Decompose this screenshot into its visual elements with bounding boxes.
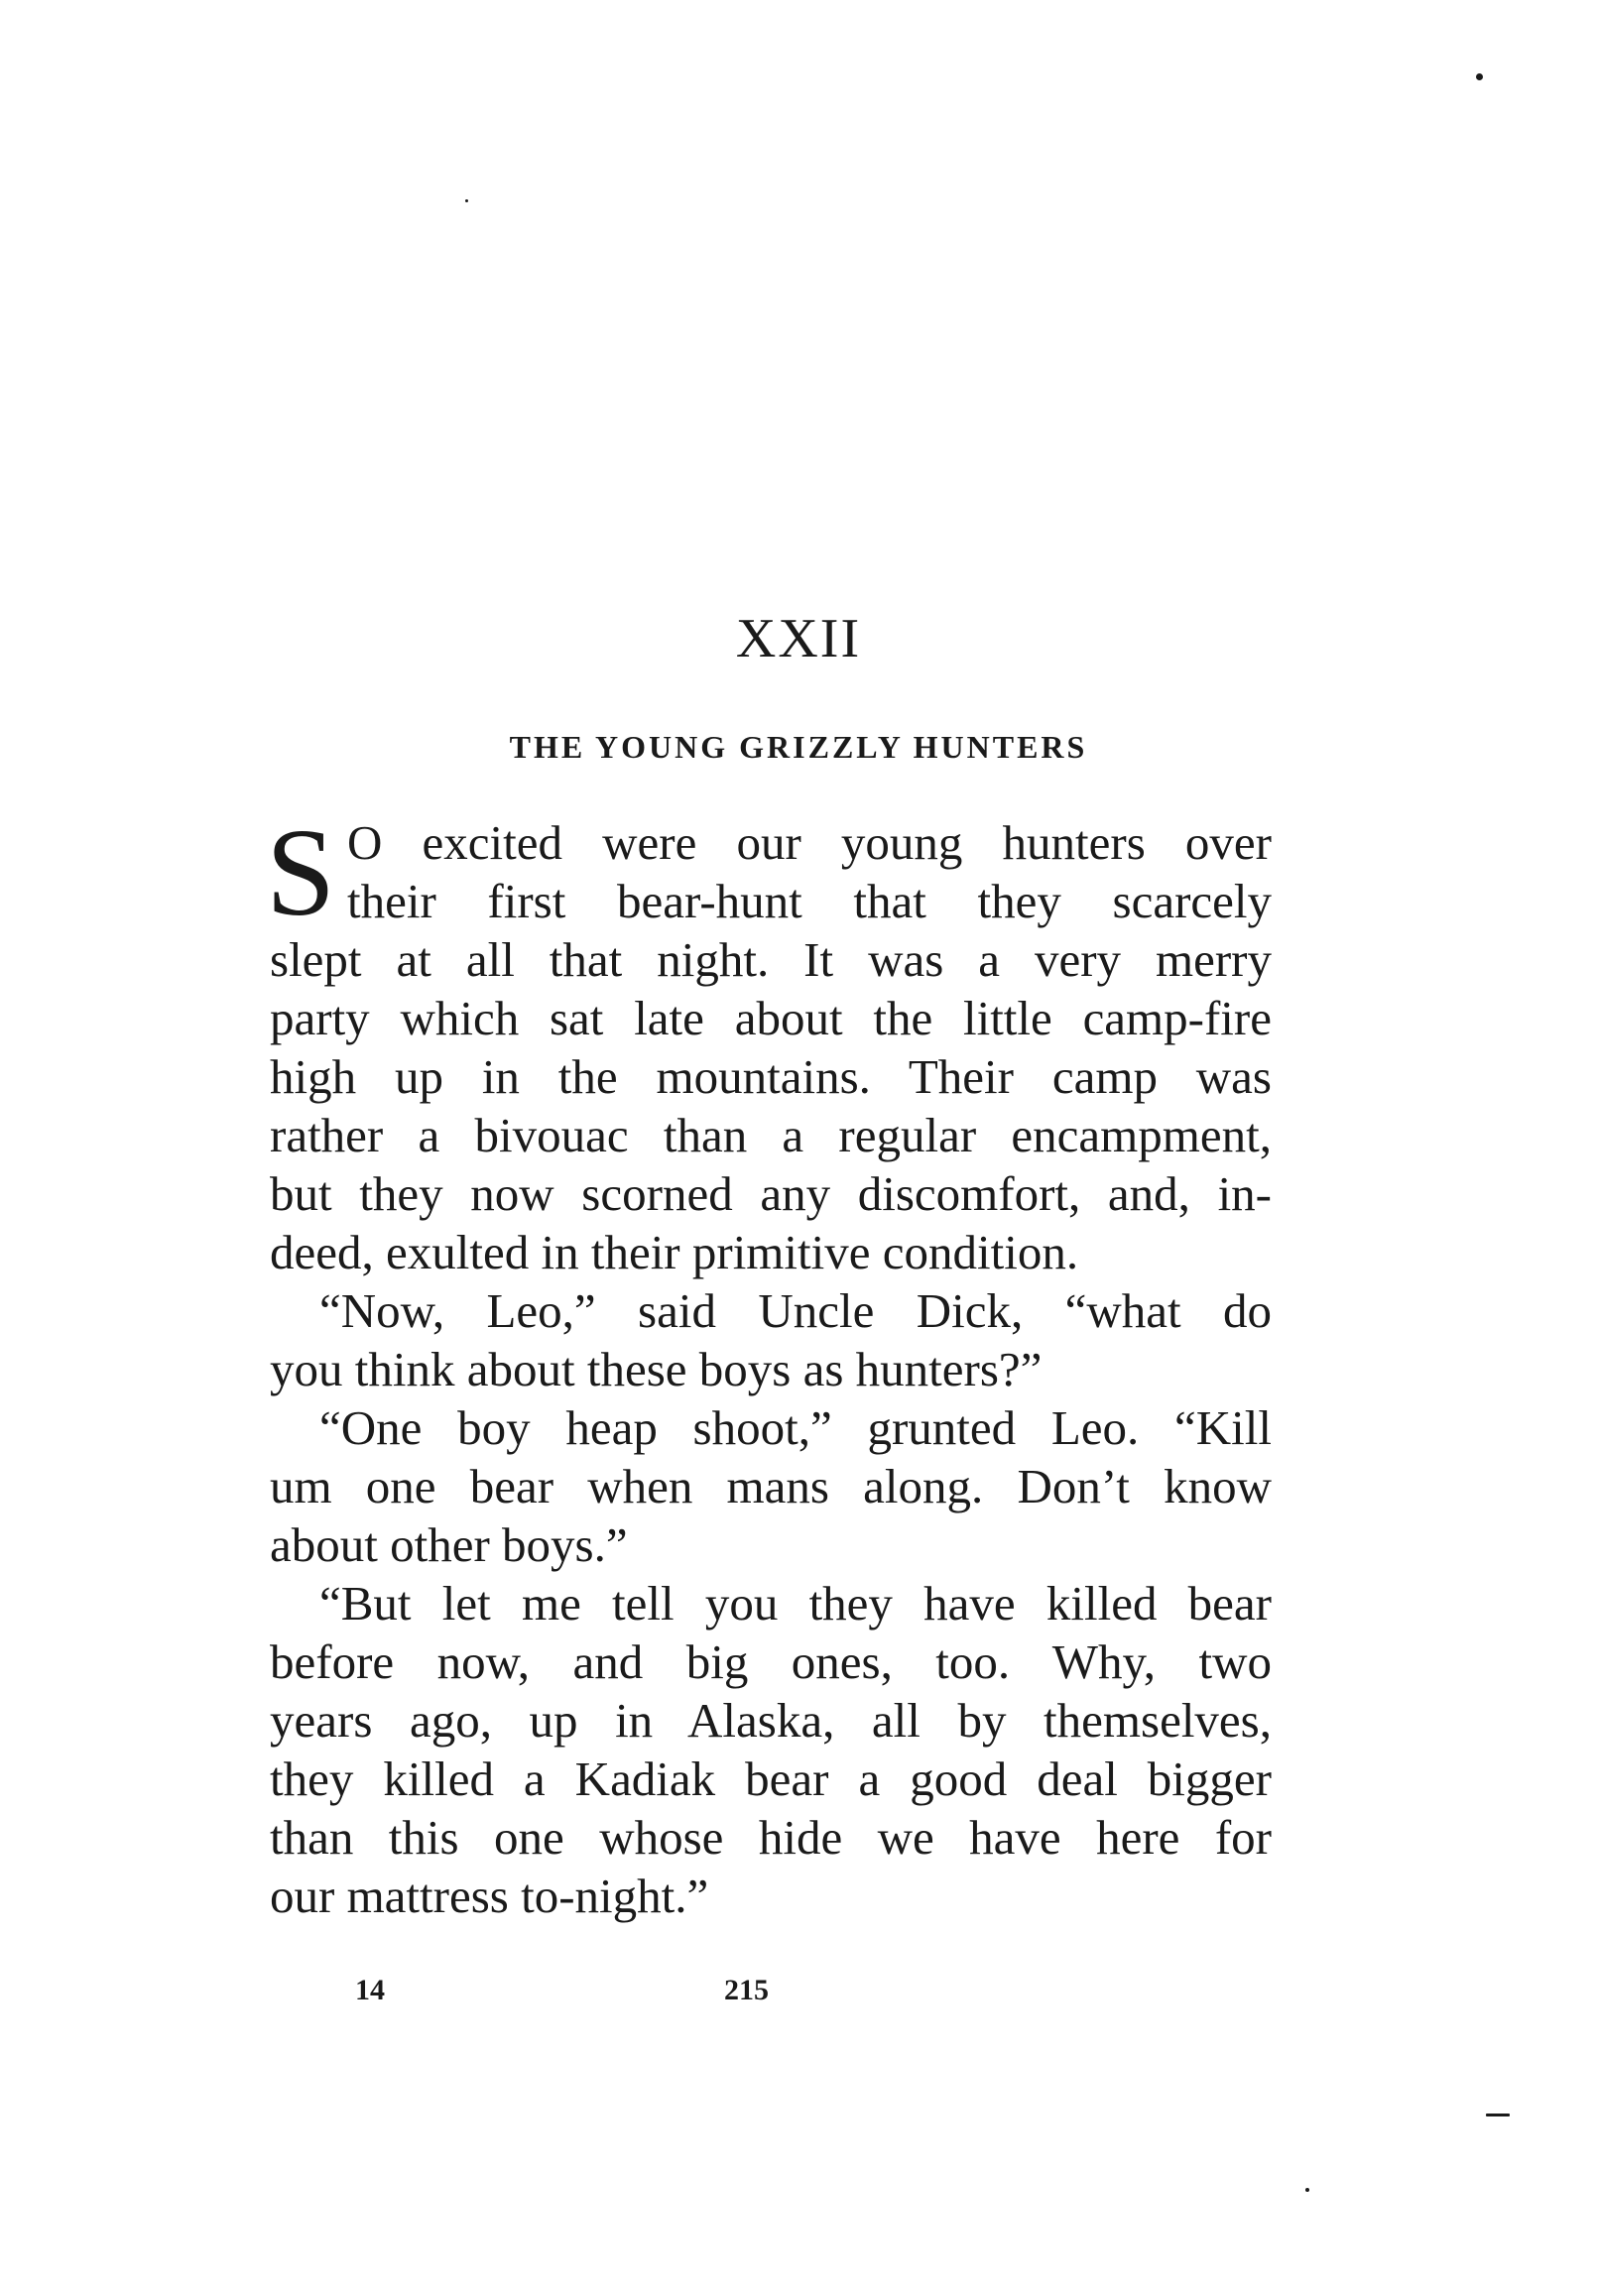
text-line: they killed a Kadiak bear a good deal bigger <box>270 1752 1272 1806</box>
text-line: “One boy heap shoot,” grunted Leo. “Kill <box>319 1400 1272 1455</box>
page-number: 215 <box>724 1974 769 2006</box>
text-line: um one bear when mans along. Don’t know <box>270 1459 1272 1513</box>
text-line: before now, and big ones, too. Why, two <box>270 1634 1272 1689</box>
chapter-number: XXII <box>735 608 862 669</box>
chapter-title: THE YOUNG GRIZZLY HUNTERS <box>509 729 1088 765</box>
signature-mark: 14 <box>355 1974 385 2006</box>
text-line: years ago, up in Alaska, all by themselves, <box>270 1693 1272 1748</box>
body-text <box>266 804 1272 1925</box>
drop-cap: S <box>266 804 336 942</box>
scan-speck <box>1486 2114 1510 2116</box>
scan-speck <box>465 199 468 202</box>
text-line: high up in the mountains. Their camp was <box>270 1049 1272 1104</box>
text-line: their first bear-hunt that they scarcely <box>347 874 1272 928</box>
text-line: O excited were our young hunters over <box>347 815 1272 870</box>
text-line: party which sat late about the little camp-fire <box>270 991 1272 1045</box>
text-line: our mattress to-night.” <box>270 1869 709 1923</box>
text-line: deed, exulted in their primitive condition. <box>270 1225 1079 1279</box>
text-line: rather a bivouac than a regular encampment, <box>270 1108 1272 1162</box>
text-line: about other boys.” <box>270 1517 628 1572</box>
scan-speck <box>1476 73 1483 80</box>
text-line: “Now, Leo,” said Uncle Dick, “what do <box>319 1283 1272 1338</box>
scan-speck <box>1305 2188 1309 2192</box>
text-line: you think about these boys as hunters?” <box>270 1342 1043 1396</box>
text-line: but they now scorned any discomfort, and, in- <box>270 1166 1272 1221</box>
text-line: slept at all that night. It was a very merry <box>270 932 1272 987</box>
text-line: than this one whose hide we have here for <box>270 1810 1272 1865</box>
text-line: “But let me tell you they have killed bear <box>319 1576 1272 1631</box>
